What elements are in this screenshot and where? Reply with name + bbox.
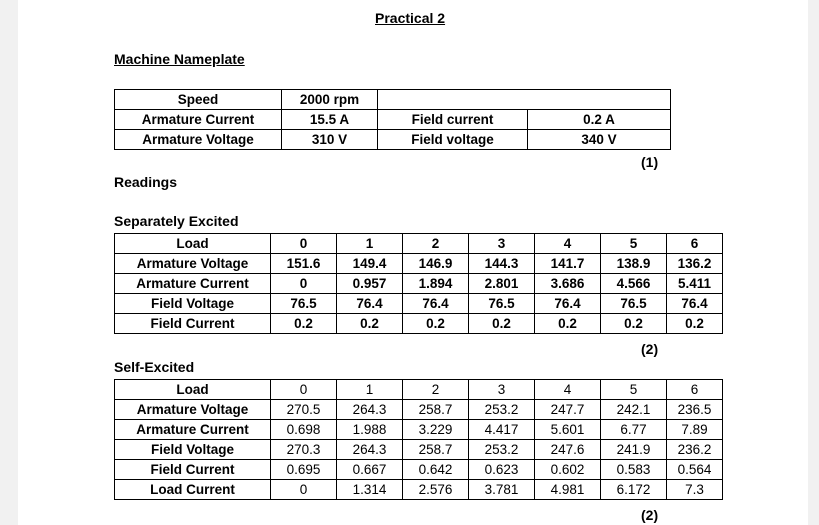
table-row bbox=[115, 130, 671, 150]
marks-label: (1) bbox=[641, 154, 659, 170]
table-cell: 138.9 bbox=[601, 254, 667, 274]
table-cell: 3.229 bbox=[403, 420, 469, 440]
row-label: Load Current bbox=[115, 480, 271, 500]
table-cell: 76.4 bbox=[403, 294, 469, 314]
row-label: Armature Current bbox=[115, 274, 271, 294]
table-cell: 270.5 bbox=[271, 400, 337, 420]
table-cell: 0 bbox=[271, 480, 337, 500]
table-cell: 247.6 bbox=[535, 440, 601, 460]
self-excited-heading: Self-Excited bbox=[114, 359, 195, 375]
table-cell: 0 bbox=[271, 234, 337, 254]
empty-cell bbox=[378, 90, 671, 110]
field-current-value: 0.2 A bbox=[528, 110, 671, 130]
table-cell: 0.564 bbox=[667, 460, 723, 480]
table-cell: 149.4 bbox=[337, 254, 403, 274]
table-cell: 0.623 bbox=[469, 460, 535, 480]
table-cell: 76.5 bbox=[271, 294, 337, 314]
table-row bbox=[115, 480, 723, 500]
armature-current-value: 15.5 A bbox=[282, 110, 378, 130]
nameplate-table bbox=[114, 89, 671, 150]
table-cell: 6 bbox=[667, 380, 723, 400]
table-cell: 2.576 bbox=[403, 480, 469, 500]
table-cell: 0.2 bbox=[469, 314, 535, 334]
table-cell: 241.9 bbox=[601, 440, 667, 460]
table-row bbox=[115, 274, 723, 294]
row-label: Field Current bbox=[115, 460, 271, 480]
table-cell: 1 bbox=[337, 234, 403, 254]
document-page bbox=[18, 0, 808, 525]
table-cell: 0.2 bbox=[271, 314, 337, 334]
table-cell: 0.2 bbox=[337, 314, 403, 334]
separately-excited-table bbox=[114, 233, 723, 334]
table-cell: 0.642 bbox=[403, 460, 469, 480]
table-cell: 4 bbox=[535, 234, 601, 254]
table-cell: 0.667 bbox=[337, 460, 403, 480]
table-cell: 5 bbox=[601, 234, 667, 254]
nameplate-heading: Machine Nameplate bbox=[114, 51, 245, 67]
table-cell: 76.5 bbox=[601, 294, 667, 314]
row-label: Load bbox=[115, 380, 271, 400]
table-row bbox=[115, 400, 723, 420]
table-row bbox=[115, 314, 723, 334]
table-cell: 0 bbox=[271, 380, 337, 400]
table-cell: 146.9 bbox=[403, 254, 469, 274]
table-cell: 4.417 bbox=[469, 420, 535, 440]
table-cell: 6 bbox=[667, 234, 723, 254]
table-cell: 2.801 bbox=[469, 274, 535, 294]
speed-label: Speed bbox=[115, 90, 282, 110]
table-cell: 4.566 bbox=[601, 274, 667, 294]
table-cell: 0.957 bbox=[337, 274, 403, 294]
table-cell: 4.981 bbox=[535, 480, 601, 500]
table-cell: 76.4 bbox=[337, 294, 403, 314]
table-cell: 264.3 bbox=[337, 400, 403, 420]
table-cell: 258.7 bbox=[403, 440, 469, 460]
table-cell: 236.2 bbox=[667, 440, 723, 460]
table-row bbox=[115, 460, 723, 480]
page-title: Practical 2 bbox=[375, 10, 446, 26]
table-cell: 264.3 bbox=[337, 440, 403, 460]
table-cell: 6.172 bbox=[601, 480, 667, 500]
table-row bbox=[115, 110, 671, 130]
table-cell: 6.77 bbox=[601, 420, 667, 440]
table-cell: 0.2 bbox=[535, 314, 601, 334]
row-label: Armature Current bbox=[115, 420, 271, 440]
table-cell: 144.3 bbox=[469, 254, 535, 274]
row-label: Field Voltage bbox=[115, 440, 271, 460]
table-cell: 0 bbox=[271, 274, 337, 294]
table-cell: 136.2 bbox=[667, 254, 723, 274]
armature-current-label: Armature Current bbox=[115, 110, 282, 130]
table-cell: 3.686 bbox=[535, 274, 601, 294]
table-cell: 0.2 bbox=[403, 314, 469, 334]
row-label: Field Voltage bbox=[115, 294, 271, 314]
table-cell: 7.89 bbox=[667, 420, 723, 440]
table-cell: 5.411 bbox=[667, 274, 723, 294]
table-row bbox=[115, 254, 723, 274]
table-cell: 76.4 bbox=[535, 294, 601, 314]
row-label: Field Current bbox=[115, 314, 271, 334]
table-cell: 151.6 bbox=[271, 254, 337, 274]
table-header-row bbox=[115, 380, 723, 400]
table-cell: 258.7 bbox=[403, 400, 469, 420]
marks-label: (2) bbox=[641, 341, 659, 357]
table-cell: 3.781 bbox=[469, 480, 535, 500]
field-current-label: Field current bbox=[378, 110, 528, 130]
table-cell: 76.5 bbox=[469, 294, 535, 314]
readings-heading: Readings bbox=[114, 174, 178, 190]
field-voltage-label: Field voltage bbox=[378, 130, 528, 150]
row-label: Load bbox=[115, 234, 271, 254]
table-cell: 1.314 bbox=[337, 480, 403, 500]
speed-value: 2000 rpm bbox=[282, 90, 378, 110]
table-cell: 5.601 bbox=[535, 420, 601, 440]
table-cell: 0.698 bbox=[271, 420, 337, 440]
table-row bbox=[115, 440, 723, 460]
self-excited-table bbox=[114, 379, 723, 500]
row-label: Armature Voltage bbox=[115, 400, 271, 420]
table-cell: 0.695 bbox=[271, 460, 337, 480]
table-row bbox=[115, 294, 723, 314]
table-cell: 242.1 bbox=[601, 400, 667, 420]
table-row bbox=[115, 90, 671, 110]
table-cell: 5 bbox=[601, 380, 667, 400]
table-header-row bbox=[115, 234, 723, 254]
table-cell: 1.894 bbox=[403, 274, 469, 294]
table-cell: 1 bbox=[337, 380, 403, 400]
table-cell: 0.2 bbox=[667, 314, 723, 334]
row-label: Armature Voltage bbox=[115, 254, 271, 274]
armature-voltage-value: 310 V bbox=[282, 130, 378, 150]
table-cell: 76.4 bbox=[667, 294, 723, 314]
table-cell: 236.5 bbox=[667, 400, 723, 420]
table-cell: 7.3 bbox=[667, 480, 723, 500]
field-voltage-value: 340 V bbox=[528, 130, 671, 150]
marks-label: (2) bbox=[641, 507, 659, 523]
table-cell: 0.583 bbox=[601, 460, 667, 480]
table-cell: 253.2 bbox=[469, 440, 535, 460]
separately-excited-heading: Separately Excited bbox=[114, 213, 239, 229]
table-cell: 0.602 bbox=[535, 460, 601, 480]
table-cell: 2 bbox=[403, 380, 469, 400]
table-cell: 3 bbox=[469, 380, 535, 400]
table-cell: 2 bbox=[403, 234, 469, 254]
table-cell: 270.3 bbox=[271, 440, 337, 460]
table-cell: 141.7 bbox=[535, 254, 601, 274]
armature-voltage-label: Armature Voltage bbox=[115, 130, 282, 150]
table-cell: 253.2 bbox=[469, 400, 535, 420]
table-row bbox=[115, 420, 723, 440]
table-cell: 3 bbox=[469, 234, 535, 254]
table-cell: 4 bbox=[535, 380, 601, 400]
table-cell: 0.2 bbox=[601, 314, 667, 334]
table-cell: 1.988 bbox=[337, 420, 403, 440]
table-cell: 247.7 bbox=[535, 400, 601, 420]
